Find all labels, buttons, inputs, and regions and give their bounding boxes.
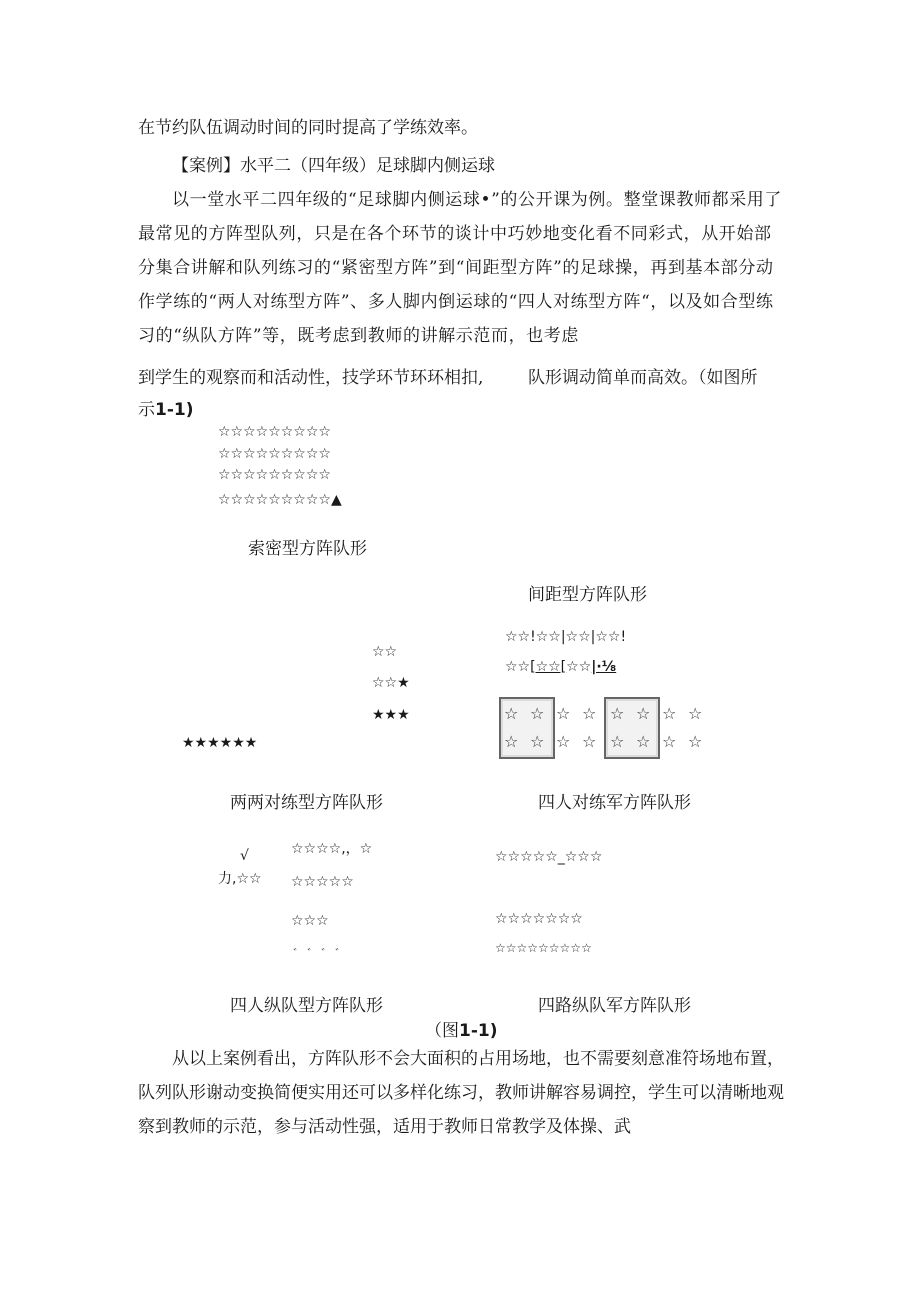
star-row: ☆☆☆☆☆☆☆☆☆ (218, 424, 331, 440)
star-row: ゛゛゛゛ (293, 947, 349, 960)
star-row: ☆☆☆☆☆☆☆☆☆ (218, 446, 331, 462)
star-icon: ☆ (504, 732, 519, 751)
figure-caption (425, 1016, 497, 1041)
star-group: ☆☆ (566, 659, 592, 675)
star-icon: ☆ (688, 732, 703, 751)
paragraph: 以一堂水平二四年级的“足球脚内侧运球•”的公开课为例。整堂课教师都采用了最常见的方阵型队列，只是在各个环节的谈计中巧妙地变化看不同彩式，从开始部分集合讲解和队列练习的“紧密型方阵”到“间距型方阵”的足球操，再到基本部分动作学练的“两人对练型方阵”、多人脚内倒运球的“四人对练型方阵“，以及如合型练习的“纵队方阵”等，既考虑到教师的讲解示范而，也考虑 (138, 190, 783, 346)
star-icon: ☆ (610, 704, 625, 723)
star-icon: ☆ (530, 732, 545, 751)
star-icon: ☆ (556, 704, 571, 723)
star-row: ☆☆☆☆☆_☆☆☆ (495, 849, 603, 865)
formation-label: 四人纵队型方阵队形 (230, 996, 383, 1016)
star-row: ☆☆!☆☆|☆☆|☆☆! (505, 629, 627, 645)
text-line: 到学生的观察而和活动性，技学环节环环相扣, (138, 368, 484, 388)
text-line: 在节约队伍调动时间的同时提高了学练效率。 (138, 118, 478, 138)
star-row (505, 659, 616, 675)
paragraph: 从以上案例看出，方阵队形不会大面积的占用场地，也不需要刻意准符场地布置，队列队形谢动变换简便实用还可以多样化练习，教师讲解容易调控，学生可以清晰地观察到教师的示范，参与活动性强，适用于教师日常教学及体操、武 (138, 1049, 784, 1137)
star-icon: ☆ (582, 732, 597, 751)
caption-number: 1-1) (459, 1021, 498, 1041)
formation-label: 四路纵队军方阵队形 (538, 996, 691, 1016)
mark: √ (240, 848, 249, 864)
star-row: ☆☆☆☆☆☆☆☆☆ (218, 467, 331, 483)
star-icon: ☆ (636, 732, 651, 751)
star-row: ☆☆☆☆,，☆ (291, 841, 373, 857)
text-line (138, 395, 193, 420)
star-icon: ☆ (662, 732, 677, 751)
star-group: |·⅛ (591, 659, 617, 675)
formation-label: 间距型方阵队形 (528, 585, 647, 605)
star-row: ☆☆ (372, 644, 398, 660)
star-row: ☆☆☆☆☆☆☆☆☆▲ (218, 492, 342, 508)
star-icon: ☆ (556, 732, 571, 751)
case-title: 【案例】水平二（四年级）足球脚内侧运球 (172, 156, 495, 176)
star-row: 力,☆☆ (218, 871, 262, 887)
star-icon: ☆ (610, 732, 625, 751)
star-icon: ☆ (530, 704, 545, 723)
formation-label: 索密型方阵队形 (248, 539, 367, 559)
formation-label: 四人对练军方阵队形 (538, 793, 691, 813)
star-row: ★★★★★★ (182, 735, 258, 751)
star-group: ☆☆ (505, 659, 531, 675)
star-icon: ☆ (504, 704, 519, 723)
star-icon: ☆ (636, 704, 651, 723)
star-icon: ☆ (582, 704, 597, 723)
text-fragment: 示 (138, 400, 155, 420)
formation-label: 两两对练型方阵队形 (230, 793, 383, 813)
star-row: ☆☆☆☆☆☆☆ (495, 911, 583, 927)
figure-ref: 1-1) (155, 400, 194, 420)
star-row: ★★★ (372, 707, 410, 723)
star-row: ☆☆☆☆☆ (291, 874, 354, 890)
text-line: 队形调动简单而高效。（如图所 (528, 368, 758, 388)
star-icon: ☆ (662, 704, 677, 723)
caption-text: （图 (425, 1021, 459, 1041)
star-icon: ☆ (688, 704, 703, 723)
star-group: [☆☆[ (530, 659, 567, 675)
star-row: ☆☆★ (372, 675, 410, 691)
star-row: ☆☆☆ (291, 913, 329, 929)
star-row: ☆☆☆☆☆☆☆☆☆ (495, 941, 592, 955)
